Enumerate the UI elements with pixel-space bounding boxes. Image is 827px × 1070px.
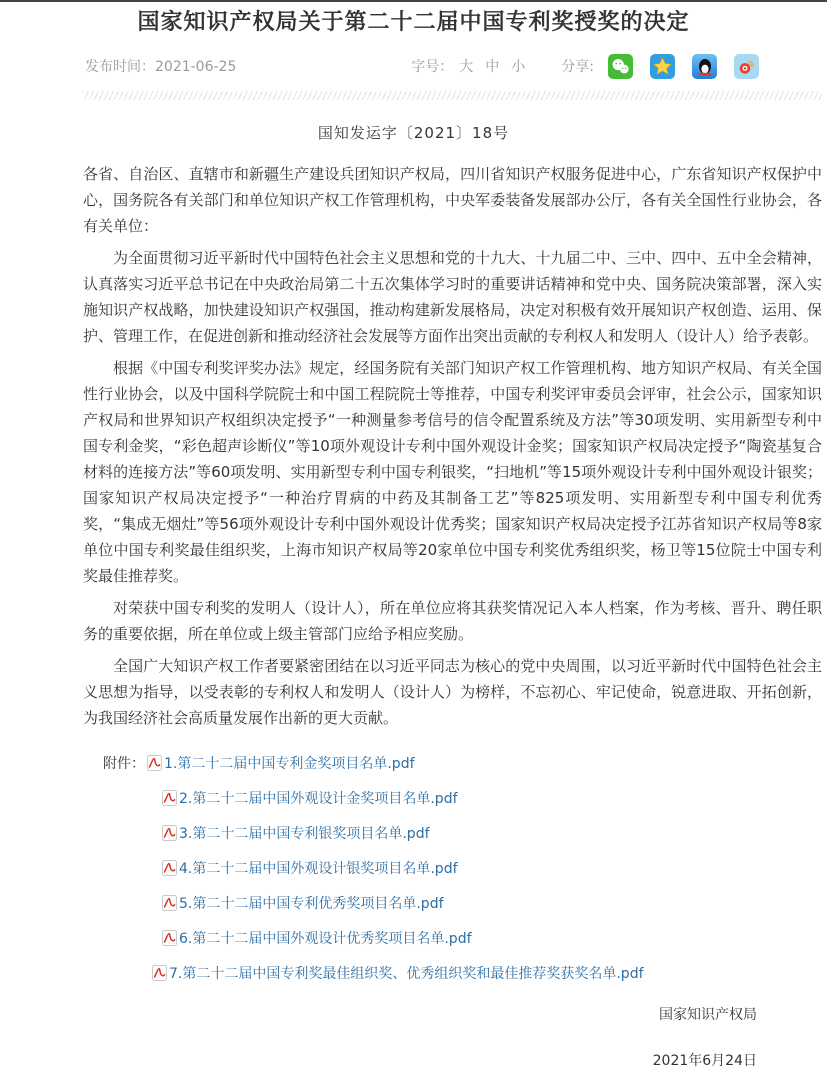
page-title: 国家知识产权局关于第二十二届中国专利奖授奖的决定: [137, 10, 690, 35]
fontsize-label: 字号：: [411, 59, 454, 75]
signature-date: 2021年6月24日: [652, 1053, 757, 1069]
attachment-link-5[interactable]: 5.第二十二届中国专利优秀奖项目名单.pdf: [179, 895, 444, 912]
document-body: [83, 161, 822, 731]
attachment-link-6[interactable]: 6.第二十二届中国外观设计优秀奖项目名单.pdf: [179, 930, 472, 947]
publish-date: 2021-06-25: [155, 59, 237, 75]
pdf-file-icon: [162, 895, 177, 911]
attachment-row: [103, 815, 822, 850]
meta-row: [85, 53, 759, 79]
fontsize-control: [411, 56, 531, 76]
hatched-divider: [83, 91, 822, 100]
paragraph-4: 全国广大知识产权工作者要紧密团结在以习近平同志为核心的党中央周围，以习近平新时代中国特色社会主义思想为指导，以受表彰的专利权人和发明人（设计人）为榜样，不忘初心、牢记使命，锐意进取、开拓创新，为我国经济社会高质量发展作出新的更大贡献。: [83, 657, 822, 727]
attachment-link-7[interactable]: 7.第二十二届中国专利奖最佳组织奖、优秀组织奖和最佳推荐奖获奖名单.pdf: [169, 965, 644, 982]
share-icons: [608, 54, 759, 79]
pdf-file-icon: [162, 860, 177, 876]
attachment-row: [103, 920, 822, 955]
signature-org: 国家知识产权局: [659, 1007, 757, 1023]
paragraph-1: 为全面贯彻习近平新时代中国特色社会主义思想和党的十九大、十九届二中、三中、四中、五中全会精神，认真落实习近平总书记在中央政治局第二十五次集体学习时的重要讲话精神和党中央、国务院决策部署，深入实施知识产权战略，加快建设知识产权强国，推动构建新发展格局，决定对积极有效开展知识产权创造、运用、保护、管理工作，在促进创新和推动经济社会发展等方面作出突出贡献的专利权人和发明人（设计人）给予表彰。: [83, 249, 822, 345]
weibo-share-icon[interactable]: [734, 54, 759, 79]
paragraph-3: 对荣获中国专利奖的发明人（设计人），所在单位应将其获奖情况记入本人档案，作为考核、晋升、聘任职务的重要依据，所在单位或上级主管部门应给予相应奖励。: [83, 599, 822, 643]
attachment-link-2[interactable]: 2.第二十二届中国外观设计金奖项目名单.pdf: [179, 790, 458, 807]
share-label: 分享:: [561, 59, 594, 75]
attachment-row: [103, 745, 822, 780]
pdf-file-icon: [162, 790, 177, 806]
fontsize-large-button[interactable]: 大: [459, 59, 474, 75]
attachment-link-3[interactable]: 3.第二十二届中国专利银奖项目名单.pdf: [179, 825, 430, 842]
publish-time: [85, 56, 236, 76]
publish-time-label: 发布时间：: [85, 59, 155, 75]
attachment-row: [103, 850, 822, 885]
attachment-row: [103, 780, 822, 815]
pdf-file-icon: [162, 825, 177, 841]
paragraph-salutation: 各省、自治区、直辖市和新疆生产建设兵团知识产权局，四川省知识产权服务促进中心，广东省知识产权保护中心，国务院各有关部门和单位知识产权工作管理机构，中央军委装备发展部办公厅，各有关全国性行业协会，各有关单位：: [83, 165, 822, 235]
attachment-link-1[interactable]: 1.第二十二届中国专利金奖项目名单.pdf: [164, 755, 415, 772]
page-top-border: [0, 0, 827, 2]
attachment-link-4[interactable]: 4.第二十二届中国外观设计银奖项目名单.pdf: [179, 860, 458, 877]
attachments-section: [103, 745, 822, 990]
pdf-file-icon: [152, 965, 167, 981]
paragraph-2: 根据《中国专利奖评奖办法》规定，经国务院有关部门知识产权工作管理机构、地方知识产权局、有关全国性行业协会，以及中国科学院院士和中国工程院院士等推荐，中国专利奖评审委员会评审，社会公示，国家知识产权局和世界知识产权组织决定授予“一种测量参考信号的信令配置系统及方法”等30项发明、实用新型专利中国专利金奖，“彩色超声诊断仪”等10项外观设计专利中国外观设计金奖；国家知识产权局决定授予“陶瓷基复合材料的连接方法”等60项发明、实用新型专利中国专利银奖，“扫地机”等15项外观设计专利中国外观设计银奖；国家知识产权局决定授予“一种治疗胃病的中药及其制备工艺”等825项发明、实用新型专利中国专利优秀奖，“集成无烟灶”等56项外观设计专利中国外观设计优秀奖；国家知识产权局决定授予江苏省知识产权局等8家单位中国专利奖最佳组织奖，上海市知识产权局等20家单位中国专利奖优秀组织奖，杨卫等15位院士中国专利奖最佳推荐奖。: [83, 359, 822, 585]
wechat-share-icon[interactable]: [608, 54, 633, 79]
qq-share-icon[interactable]: [692, 54, 717, 79]
attachment-row: [103, 955, 822, 990]
qzone-share-icon[interactable]: [650, 54, 675, 79]
signature-block: [0, 1004, 827, 1070]
attachment-row: [103, 885, 822, 920]
attachments-label: 附件：: [103, 755, 145, 772]
fontsize-small-button[interactable]: 小: [511, 59, 526, 75]
fontsize-medium-button[interactable]: 中: [485, 59, 500, 75]
pdf-file-icon: [162, 930, 177, 946]
document-number: 国知发运字〔2021〕18号: [317, 124, 510, 142]
pdf-file-icon: [147, 755, 162, 771]
